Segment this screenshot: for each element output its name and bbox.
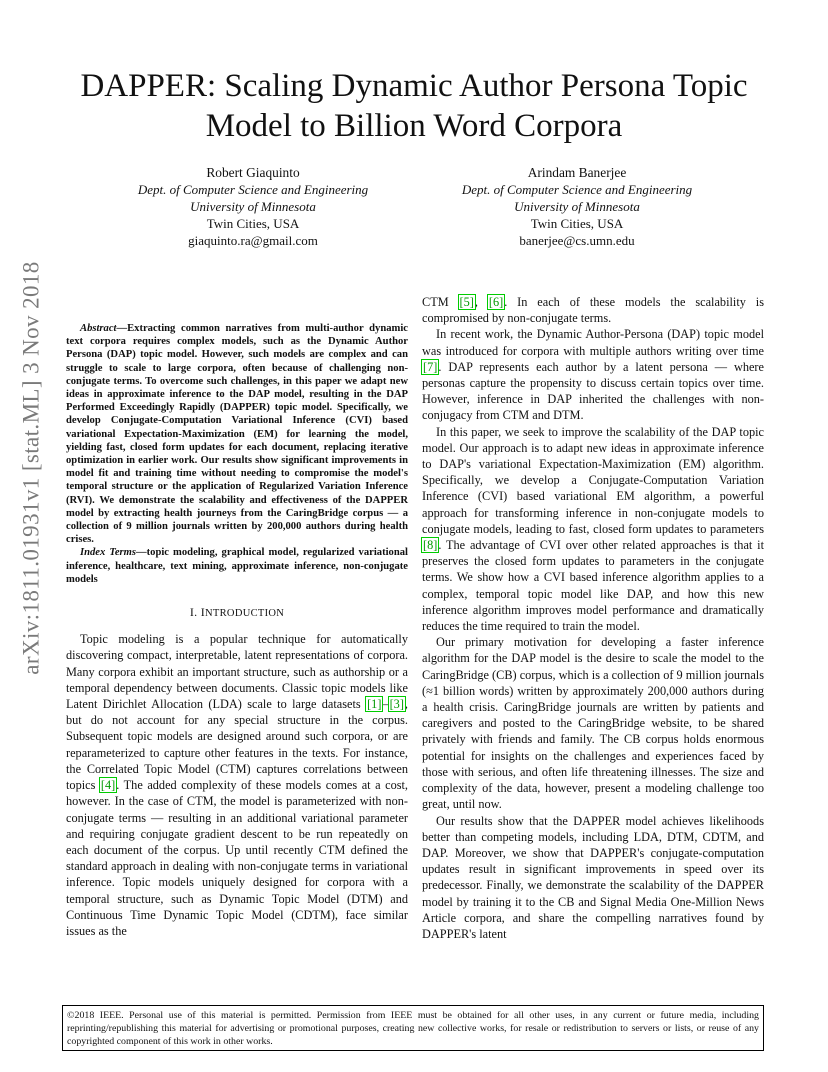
index-terms-text: —topic modeling, graphical model, regularized variational inference, healthcare, text mining, approximate inference, non-conjugate models — [66, 547, 408, 585]
paper-title — [60, 66, 768, 146]
author-email: banerjee@cs.umn.edu — [519, 233, 635, 248]
title-line-1: DAPPER: Scaling Dynamic Author Persona Topic — [80, 68, 748, 104]
author-dept: Dept. of Computer Science and Engineering — [137, 182, 369, 197]
paragraph: Topic modeling is a popular technique for automatically discovering compact, interpretable, latent representations of corpora. Many corpora exhibit an important structure, such as authorship or a temporal dependency between documents. Classic topic models like Latent Dirichlet Allocation (LDA) scale to large datasets [1]–[3], but do not account for any special structure in the corpus. Subsequent topic models are designed around such corpora, or are reparameterized to capture other features in the texts. For instance, the Correlated Topic Model (CTM) captures correlations between topics [4]. The added complexity of these models comes at a cost, however. In the case of CTM, the model is parameterized with non-conjugate terms — resulting in an additional variational parameter and requiring conjugate gradient descent to be run repeatedly on each document of the corpus. Up until recently CTM defined the standard approach in dealing with non-conjugate terms in variational inference. Topic models uniquely designed for corpora with a temporal structure, such as Dynamic Topic Model (DTM) and Continuous Time Dynamic Topic Model (CDTM), face similar issues as the — [66, 632, 408, 938]
author-city: Twin Cities, USA — [530, 216, 624, 231]
paragraph: CTM [5], [6]. In each of these models the scalability is compromised by non-conjugate terms. — [422, 295, 764, 326]
copyright-notice: ©2018 IEEE. Personal use of this material is permitted. Permission from IEEE must be obtained for all other uses, in any current or future media, including reprinting/republishing this material for advertising or promotional purposes, creating new collective works, for resale or redistribution to servers or lists, or reuse of any copyrighted component of this work in other works. — [62, 1005, 764, 1051]
arxiv-stamp — [4, 261, 60, 675]
citation-link[interactable]: [1] — [367, 697, 382, 712]
author-univ: University of Minnesota — [514, 199, 640, 214]
author-name: Robert Giaquinto — [206, 165, 300, 180]
author-name: Arindam Banerjee — [527, 165, 627, 180]
author-univ: University of Minnesota — [190, 199, 316, 214]
abstract — [66, 322, 408, 546]
paragraph: Our results show that the DAPPER model achieves likelihoods better than competing models, including LDA, DTM, CDTM, and DAP. Moreover, we show that DAPPER's conjugate-computation updates result in significant improvements in speed over its predecessor. Finally, we demonstrate the scalability of the DAPPER model by training it to the CB and Signal Media One-Million News Article corpora, and share the compelling narratives found by DAPPER's latent — [422, 813, 764, 941]
citation-link[interactable]: [8] — [423, 538, 438, 553]
citation-link[interactable]: [7] — [423, 359, 438, 374]
author-block-1 — [88, 164, 418, 249]
section-heading — [66, 604, 408, 622]
right-column — [422, 294, 764, 942]
abstract-text: —Extracting common narratives from multi-author dynamic text corpora requires complex models, such as the Dynamic Author Persona (DAP) topic model. However, such models are complex and can struggle to scale to large corpora, often because of challenging non-conjugate terms. To overcome such challenges, in this paper we adapt new ideas in approximate inference to the DAP model, resulting in the DAP Performed Exceedingly Rapidly (DAPPER) topic model. Specifically, we develop Conjugate-Computation Variational Inference (CVI) based variational Expectation-Maximization (EM) for learning the model, yielding fast, closed form updates for each document, replacing iterative optimization in earlier work. Our results show significant improvements in model fit and training time without needing to compromise the model's temporal structure or the application of Regularized Variation Inference (RVI). We demonstrate the scalability and effectiveness of the DAPPER model by extracting health journeys from the CaringBridge corpus — a collection of 9 million journals written by 200,000 authors during health crises. — [66, 323, 408, 546]
author-block-2 — [412, 164, 742, 249]
citation-link[interactable]: [6] — [488, 295, 504, 309]
abstract-label: Abstract — [80, 323, 117, 334]
author-email: giaquinto.ra@gmail.com — [188, 233, 318, 248]
index-terms — [66, 546, 408, 586]
paragraph: Our primary motivation for developing a faster inference algorithm for the DAP model is the desire to scale the model to the CaringBridge (CB) corpus, which is a collection of 9 million journals (≈1 billion words) written by approximately 200,000 authors during a health crisis. CaringBridge journals are written by patients and caregivers and posted to the CaringBridge website, to be shared privately with friends and family. The CB corpus holds enormous potential for insights on the challenges and experiences faced by those with serious, and often life threatening illnesses. The size and complexity of the data, however, present a modeling challenge too great, until now. — [422, 635, 764, 812]
paragraph: In recent work, the Dynamic Author-Persona (DAP) topic model was introduced for corpora with multiple authors writing over time [7]. DAP represents each author by a latent persona — where personas capture the propensity to discuss certain topics over time. However, inference in DAP inherited the challenges with non-conjugacy from CTM and DTM. — [422, 327, 764, 423]
author-dept: Dept. of Computer Science and Engineering — [461, 182, 693, 197]
section-number: I. I — [189, 605, 206, 620]
index-terms-label: Index Terms — [80, 547, 137, 559]
paragraph: In this paper, we seek to improve the scalability of the DAP topic model. Our approach is to adapt new ideas in approximate inference to DAP's variational Expectation-Maximization (EM) algorithm. Specifically, we develop a Conjugate-Computation Variation Inference (CVI) based variational EM algorithm, a powerful approach for transforming inference in non-conjugate models to conjugate models, leading to fast, closed form updates to parameters [8]. The advantage of CVI over other related approaches is that it preserves the closed form updates to parameters in the conjugate terms. We show how a CVI based inference algorithm applies to a complex, temporal topic model like DAP, and how this new inference algorithm improves model performance and dramatically reduces the time required to train the model. — [422, 424, 764, 634]
author-city: Twin Cities, USA — [206, 216, 300, 231]
left-column — [66, 322, 408, 939]
citation-link[interactable]: [3] — [389, 697, 404, 712]
citation-link[interactable]: [5] — [459, 295, 474, 309]
section-title: NTRODUCTION — [205, 608, 285, 620]
citation-link[interactable]: [4] — [100, 778, 116, 793]
title-line-2: Model to Billion Word Corpora — [205, 108, 623, 144]
arxiv-id: arXiv:1811.01931v1 [stat.ML] 3 Nov 2018 — [19, 261, 44, 675]
